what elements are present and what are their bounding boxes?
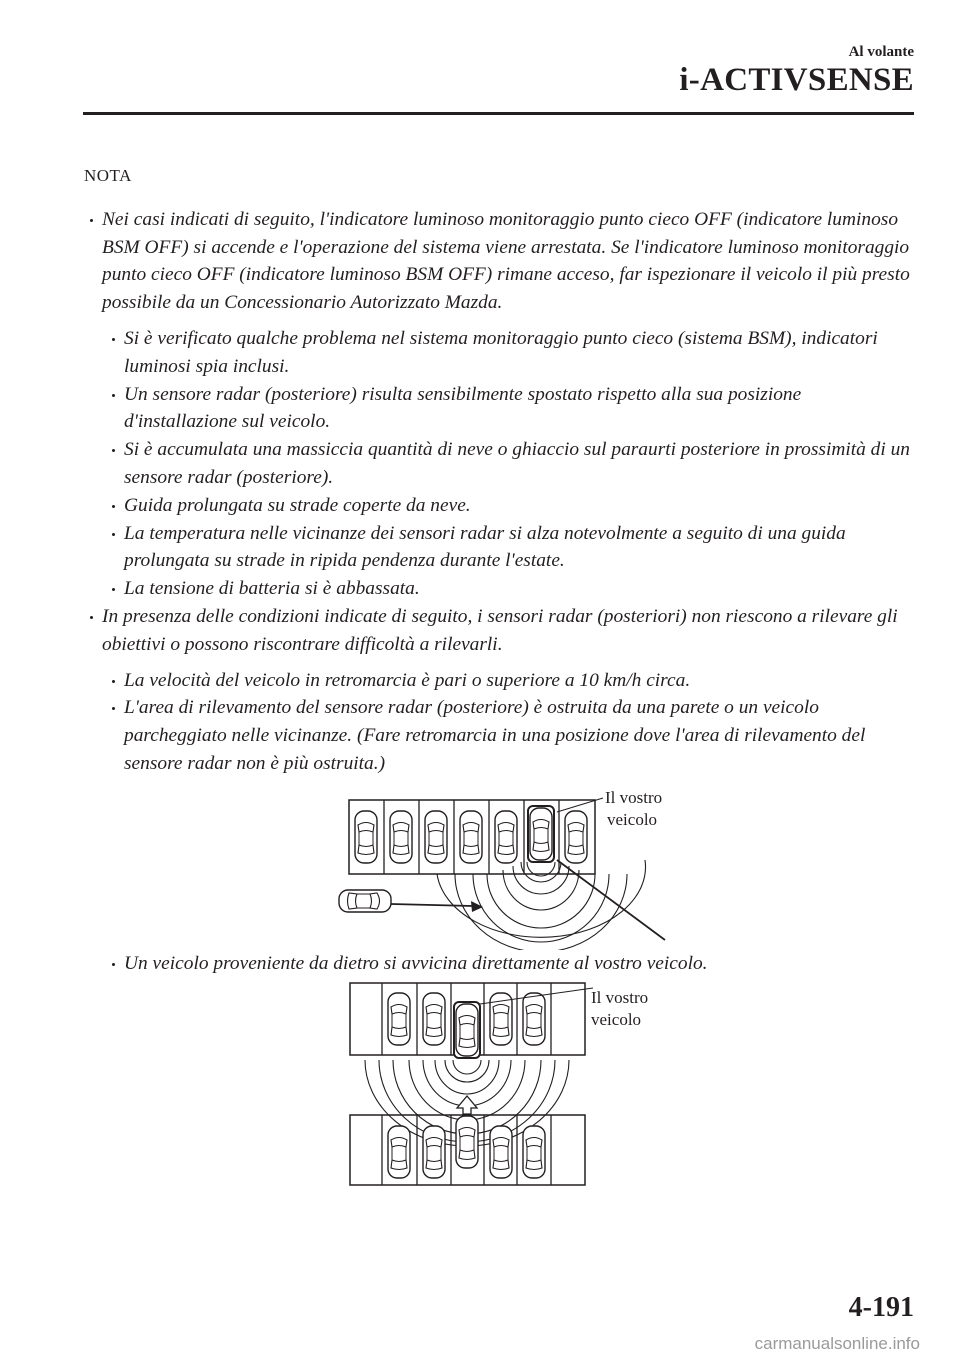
page-number: 4-191 xyxy=(848,1292,914,1323)
note-subitem: La temperatura nelle vicinanze dei sensori radar si alza notevolmente a seguito di una guida prolungata su strade in ripida pendenza durante l'estate. xyxy=(84,520,914,576)
parked-car xyxy=(423,1126,445,1178)
note-title: NOTA xyxy=(84,166,132,185)
figure-label: Il vostro veicolo xyxy=(605,788,663,829)
note-item: Nei casi indicati di seguito, l'indicatore luminoso monitoraggio punto cieco OFF (indicatore luminoso BSM OFF) si accende e l'operazione del sistema viene arrestata. Se l'indicatore luminoso monitoraggio punto cieco OFF (indicatore luminoso BSM OFF) rimane acceso, far ispezionare il veicolo il più presto possibile da un Concessionario Autorizzato Mazda. xyxy=(84,206,914,317)
parked-car xyxy=(390,811,412,863)
approaching-car xyxy=(456,1116,478,1168)
your-vehicle-car xyxy=(528,806,554,862)
header-section-label: Al volante xyxy=(848,44,914,60)
parked-car xyxy=(355,811,377,863)
parked-car xyxy=(490,1126,512,1178)
wall-obstacle-car xyxy=(339,890,391,912)
approach-arrow xyxy=(457,1096,477,1114)
note-subitem: Guida prolungata su strade coperte da neve. xyxy=(84,492,914,520)
your-vehicle-car xyxy=(454,1002,480,1058)
parked-car xyxy=(523,993,545,1045)
note-subitem: Si è verificato qualche problema nel sistema monitoraggio punto cieco (sistema BSM), indicatori luminosi spia inclusi. xyxy=(84,325,914,381)
note-subitem: La tensione di batteria si è abbassata. xyxy=(84,575,914,603)
approaching-vehicle-diagram xyxy=(345,980,595,1190)
parked-car xyxy=(388,993,410,1045)
header-rule xyxy=(83,112,914,115)
note-body-continued xyxy=(84,950,914,978)
parked-car xyxy=(423,993,445,1045)
figure-label: Il vostro veicolo xyxy=(591,988,649,1029)
note-subitem: Si è accumulata una massiccia quantità di neve o ghiaccio sul paraurti posteriore in prossimità di un sensore radar (posteriore). xyxy=(84,436,914,492)
header-title: i-ACTIVSENSE xyxy=(679,62,914,98)
parked-car xyxy=(523,1126,545,1178)
parked-car xyxy=(460,811,482,863)
parked-car xyxy=(565,811,587,863)
note-subitem: La velocità del veicolo in retromarcia è pari o superiore a 10 km/h circa. xyxy=(84,667,914,695)
parked-car xyxy=(425,811,447,863)
note-subitem: Un veicolo proveniente da dietro si avvicina direttamente al vostro veicolo. xyxy=(84,950,914,978)
parked-car xyxy=(495,811,517,863)
note-body xyxy=(84,162,914,778)
note-subitem: Un sensore radar (posteriore) risulta sensibilmente spostato rispetto alla sua posizione d'installazione sul veicolo. xyxy=(84,381,914,437)
watermark: carmanualsonline.info xyxy=(754,1334,920,1353)
parked-car xyxy=(388,1126,410,1178)
note-item: In presenza delle condizioni indicate di seguito, i sensori radar (posteriori) non riescono a rilevare gli obiettivi o possono riscontrare difficoltà a rilevarli. xyxy=(84,603,914,659)
note-subitem: L'area di rilevamento del sensore radar (posteriore) è ostruita da una parete o un veicolo parcheggiato nelle vicinanze. (Fare retromarcia in una posizione dove l'area di rilevamento del sensore radar non è più ostruita.) xyxy=(84,694,914,777)
